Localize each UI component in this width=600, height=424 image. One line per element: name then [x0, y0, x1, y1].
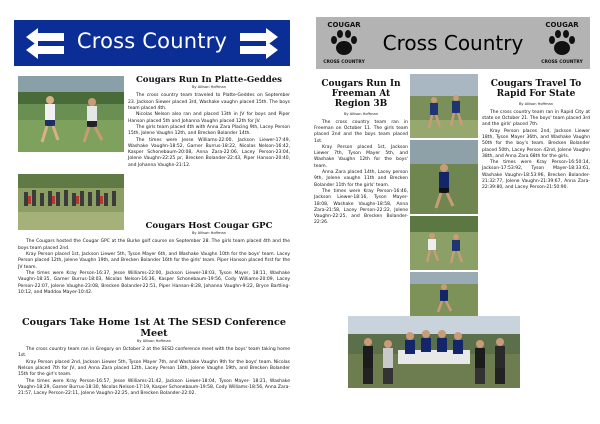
article-paragraph: Kray Person placed 1st, Jackson Liewer 7th, Tyson Mayer 5th, and Washake Vaughn 12th for the boys' team.	[314, 144, 408, 169]
article-paragraph: Kray Person placed 2nd, Jackson Liewer 5th, Tyson Mayer 7th, and Washake Vaughn 9th for the boys' team. Nicolas Nelson placed 7th for JV, and Anna Zara placed 12th, Lacey Person 18th, Jolene Vaughn 19th, and Brecken Bolander 15th for the girl's team.	[18, 359, 290, 378]
article-headline: Cougars Host Cougar GPC	[145, 221, 273, 231]
article-headline: Cougars Take Home 1st At The SESD Conference Meet	[22, 317, 286, 339]
article-paragraph: The cross country team ran in Freeman on October 11. The girls team placed 2nd and the boys team placed 1st.	[314, 119, 408, 144]
article-body	[18, 239, 290, 296]
article-paragraph: Kray Person places 2nd, Jackson Liewer 18th, Tyson Mayer 36th, and Washake Vaughn 50th for the boy's team. Brecken Bolander placed 50th, Lacey Person 42nd, Jolene Vaughn 38th, and Anna Zara 68th for the girls.	[482, 128, 590, 159]
article-platte-geddes	[128, 76, 290, 169]
logo-bottom-text: CROSS COUNTRY	[541, 60, 583, 65]
left-banner	[14, 20, 290, 66]
article-byline: By Allison Hoffman	[136, 339, 172, 344]
article-paragraph: Kray Person placed 1st, Jackson Liewer 5th, Tyson Mayer 6th, and Washake Vaughn 10th for the boys' team. Lacey Person placed 12th, Jolene Vaughn 19th, and Brecken Bolander 16th for the girls' team. Piper Hanson placed first for the JV team.	[18, 252, 290, 270]
article-paragraph: The girls team placed 4th with Anna Zara Placing 9th, Lacey Person 15th, Jolene Vaughn 12th, and Brecken Bolander 14th.	[128, 124, 290, 137]
cougar-paw-logo	[320, 21, 368, 65]
double-arrow-right-icon	[236, 26, 280, 60]
article-byline: By Allison Hoffman	[191, 85, 227, 90]
right-page	[312, 14, 592, 412]
article-freeman-region	[314, 80, 408, 227]
article-paragraph: Nicolas Nelson also ran and placed 13th in JV for boys and Piper Hanson placed 5th and Johanna Vaughn placed 12th for JV.	[128, 112, 290, 124]
article-headline: Cougars Run In Platte-Geddes	[135, 75, 283, 85]
team-photo	[348, 316, 520, 388]
left-page	[12, 14, 292, 412]
logo-top-text: COUGAR	[327, 21, 361, 29]
article-rapid-state	[482, 80, 590, 192]
runners-photo	[18, 76, 124, 152]
article-paragraph: Anna Zara placed 14th, Lacey person 9th, Jolene vaughn 11th and Brecken Bolander 11th for the girls' team.	[314, 170, 408, 188]
article-paragraph: The times were Kray Person-16:57, Jesse Williams-21:42, Jackson Liewer-18:04, Tyson Mayer- 18:21, Washake Vaughn-18:29, Garner Burrus-18:30, Nicolas Nelson-17:19, Kasper Schonebaum-19:58, Cody Williams-18:56, Anna Zara-21:57, Lacey Person-22:11, Jolene Vaughn-22:25, and Brecken Bolander-22:02.	[18, 378, 290, 397]
article-headline: Cougars Travel To Rapid For State	[490, 79, 582, 99]
article-paragraph: The cross country team ran in Rapid City at state on October 21. The boys' team placed 3rd and the girls' placed 7th.	[482, 109, 590, 128]
left-banner-title: Cross Country	[76, 29, 228, 53]
paw-icon	[547, 29, 577, 57]
logo-top-text: COUGAR	[545, 21, 579, 29]
freeman-photo-3	[410, 216, 478, 270]
freeman-photo-1	[410, 74, 478, 138]
right-banner-title: Cross Country	[382, 31, 524, 55]
article-body	[482, 110, 590, 192]
freeman-photo-4	[410, 272, 478, 316]
article-paragraph: The times were Jesse Williams-22:00, Jackson Liewer-17:49, Washake Vaughn-18:52, Garner Burrus-18:22, Nicolas Nelson-16:42, Kasper Schonebaum-20:08, Anna Zara-22:06, Lacey Person-23:04, Jolene Vaughn-22:25 pr, Brecken Bolander-22:43, Piper Hanson-20:40, and Johanna Vaughn-21:12.	[128, 137, 290, 168]
article-body	[314, 120, 408, 227]
article-sesd-conference	[18, 318, 290, 397]
article-headline: Cougars Run In Freeman At Region 3B	[321, 79, 401, 109]
article-body	[128, 93, 290, 169]
article-body	[18, 347, 290, 397]
right-banner	[316, 17, 590, 69]
article-paragraph: The cross country team traveled to Platte-Geddes on September 23. Jackson Siewer placed 3rd, Washake vaughn placed 15th. The boys team placed 4th.	[128, 93, 290, 112]
article-paragraph: The times were Kray Person-16:46, Jackson Liewer-18:16, Tyson Mayer-18:08, Washake Vaughn-18:58, Anna Zara-21:58, Lacey Person-22:22, Jolene Vaughn-22:25, and Brecken Bolander-22:26.	[314, 188, 408, 226]
article-cougar-gpc	[18, 222, 290, 296]
article-paragraph: The cross country team ran in Gregory on October 2 at the SESD conference meet with the boys' team taking home 1st.	[18, 347, 290, 359]
freeman-photo-2	[410, 140, 478, 214]
article-paragraph: The Cougars hosted the Cougar GPC at the Burke golf course on September 28. The girls team placed 4th and the boys team placed 2nd.	[18, 239, 290, 251]
article-byline: By Allison Hoffman	[343, 111, 379, 116]
article-byline: By Allison Hoffman	[191, 231, 227, 236]
paw-icon	[329, 29, 359, 57]
article-paragraph: The times were Kray Person-16:37, Jesse Williams-22:00, Jackson Liewer-18:03, Tyson Mayer, 18:11, Washake Vaughn-18:35, Garner Burrus-18:03, Nicolas Nelson-16:36, Kasper Schonebaum-19:56, Cody Williams-20:09, Lacey Person-22:07, Jolene Vaughn-23:08, Brecken Bolander-22:51, Piper Hanson-8:28, Johanna Vaughn-9:22, Bryce Bartling-10:12, and Maddox Mayer-10:42.	[18, 270, 290, 295]
cougar-paw-logo	[538, 21, 586, 65]
logo-bottom-text: CROSS COUNTRY	[323, 60, 365, 65]
article-byline: By Allison Hoffman	[518, 101, 554, 106]
article-paragraph: The times were Kray Person-16:50:14, Jackson-17:53:92, Tyson Mayer-18:33:61, Washake Vaughn-18:53:96, Brecken Bolander-21:32:77, Jolene Vaughn-21:39:67, Anna Zara-22:39:80, and Lacey Person-21:50:90.	[482, 160, 590, 191]
